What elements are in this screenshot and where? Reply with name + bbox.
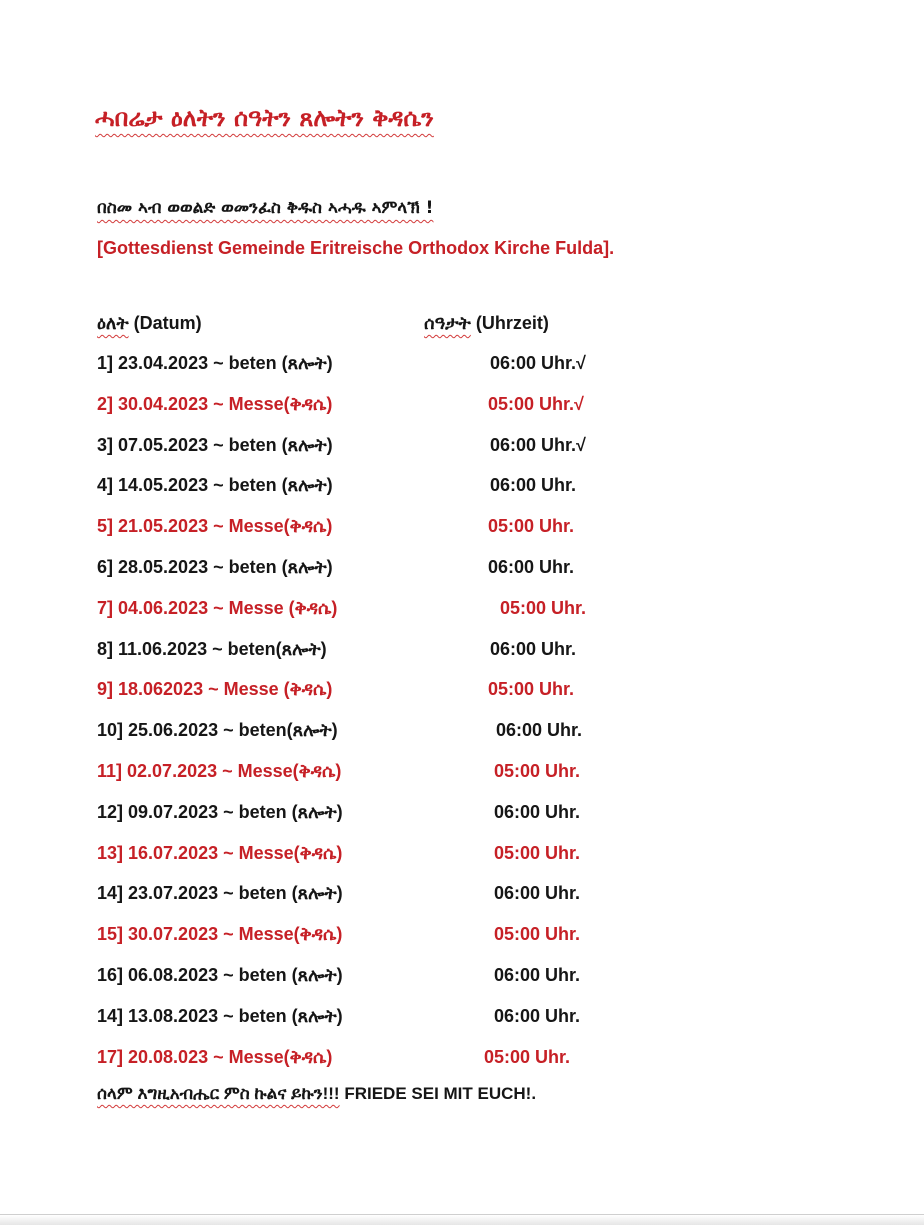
schedule-entry: 10] 25.06.2023 ~ beten(ጸሎት) bbox=[97, 720, 338, 741]
schedule-time: 05:00 Uhr. bbox=[494, 842, 581, 863]
schedule-entry: 16] 06.08.2023 ~ beten (ጸሎት) bbox=[97, 965, 343, 985]
schedule-row bbox=[0, 1006, 924, 1036]
schedule-row bbox=[0, 598, 924, 628]
schedule-entry: 8] 11.06.2023 ~ beten(ጸሎት) bbox=[97, 638, 327, 659]
schedule-time: 06:00 Uhr.√ bbox=[490, 353, 586, 373]
schedule-time: 06:00 Uhr. bbox=[490, 638, 577, 659]
schedule-entry: 6] 28.05.2023 ~ beten (ጸሎት) bbox=[97, 557, 333, 577]
schedule-row bbox=[0, 883, 924, 913]
schedule-row bbox=[0, 720, 924, 750]
schedule-time: 06:00 Uhr. bbox=[488, 557, 575, 577]
schedule-time: 05:00 Uhr. bbox=[484, 1046, 571, 1067]
time-column-header bbox=[424, 313, 549, 334]
schedule-row bbox=[0, 924, 924, 954]
closing-german: FRIEDE SEI MIT EUCH!. bbox=[339, 1084, 537, 1103]
schedule-time: 05:00 Uhr. bbox=[488, 516, 575, 537]
page-bottom-edge bbox=[0, 1214, 924, 1225]
schedule-entry: 1] 23.04.2023 ~ beten (ጸሎት) bbox=[97, 353, 333, 373]
blessing-line: በስመ ኣብ ወወልድ ወመንፈስ ቅዱስ ኣሓዱ ኣምላኽ ! bbox=[97, 198, 434, 218]
schedule-time: 05:00 Uhr. bbox=[488, 679, 575, 700]
schedule-time: 06:00 Uhr. bbox=[494, 801, 581, 822]
schedule-time: 06:00 Uhr. bbox=[490, 475, 577, 496]
schedule-entry: 12] 09.07.2023 ~ beten (ጸሎት) bbox=[97, 801, 343, 822]
schedule-time: 05:00 Uhr. bbox=[500, 597, 587, 618]
closing-blessing bbox=[97, 1084, 536, 1104]
schedule-entry: 11] 02.07.2023 ~ Messe(ቅዳሴ) bbox=[97, 761, 342, 781]
schedule-entry: 9] 18.062023 ~ Messe (ቅዳሴ) bbox=[97, 679, 333, 700]
schedule-time: 06:00 Uhr. bbox=[494, 965, 581, 985]
time-label-german: (Uhrzeit) bbox=[470, 313, 549, 333]
schedule-row bbox=[0, 394, 924, 424]
schedule-row bbox=[0, 475, 924, 505]
schedule-entry: 15] 30.07.2023 ~ Messe(ቅዳሴ) bbox=[97, 924, 343, 945]
schedule-row bbox=[0, 761, 924, 791]
schedule-row bbox=[0, 353, 924, 383]
schedule-entry: 2] 30.04.2023 ~ Messe(ቅዳሴ) bbox=[97, 393, 333, 414]
schedule-time: 06:00 Uhr. bbox=[496, 720, 583, 741]
schedule-time: 06:00 Uhr. bbox=[494, 1005, 581, 1026]
schedule-entry: 17] 20.08.023 ~ Messe(ቅዳሴ) bbox=[97, 1046, 333, 1067]
schedule-entry: 14] 13.08.2023 ~ beten (ጸሎት) bbox=[97, 1005, 343, 1026]
schedule-entry: 7] 04.06.2023 ~ Messe (ቅዳሴ) bbox=[97, 597, 338, 618]
schedule-entry: 5] 21.05.2023 ~ Messe(ቅዳሴ) bbox=[97, 516, 333, 537]
schedule-entry: 4] 14.05.2023 ~ beten (ጸሎት) bbox=[97, 475, 333, 496]
closing-amharic: ሰላም እግዚአብሔር ምስ ኩልና ይኩን!!! bbox=[97, 1084, 340, 1103]
date-label-amharic: ዕለት bbox=[97, 313, 129, 333]
congregation-subtitle: [Gottesdienst Gemeinde Eritreische Orthodox Kirche Fulda]. bbox=[97, 238, 615, 258]
schedule-time: 05:00 Uhr. bbox=[494, 924, 581, 945]
schedule-entry: 13] 16.07.2023 ~ Messe(ቅዳሴ) bbox=[97, 842, 343, 863]
schedule-row bbox=[0, 679, 924, 709]
schedule-entry: 3] 07.05.2023 ~ beten (ጸሎት) bbox=[97, 434, 333, 455]
schedule-time: 05:00 Uhr. bbox=[494, 761, 581, 781]
date-label-german: (Datum) bbox=[128, 313, 202, 333]
document-title: ሓበሬታ ዕለትን ሰዓትን ጸሎትን ቅዳሴን bbox=[95, 104, 434, 132]
schedule-row bbox=[0, 965, 924, 995]
schedule-row bbox=[0, 435, 924, 465]
date-column-header bbox=[97, 313, 202, 334]
schedule-row bbox=[0, 1047, 924, 1077]
schedule-entry: 14] 23.07.2023 ~ beten (ጸሎት) bbox=[97, 883, 343, 904]
schedule-row bbox=[0, 557, 924, 587]
schedule-row bbox=[0, 802, 924, 832]
schedule-time: 06:00 Uhr.√ bbox=[490, 434, 586, 455]
schedule-row bbox=[0, 843, 924, 873]
schedule-row bbox=[0, 516, 924, 546]
time-label-amharic: ሰዓታት bbox=[424, 313, 471, 333]
schedule-time: 05:00 Uhr.√ bbox=[488, 393, 584, 414]
schedule-row bbox=[0, 639, 924, 669]
schedule-time: 06:00 Uhr. bbox=[494, 883, 581, 904]
